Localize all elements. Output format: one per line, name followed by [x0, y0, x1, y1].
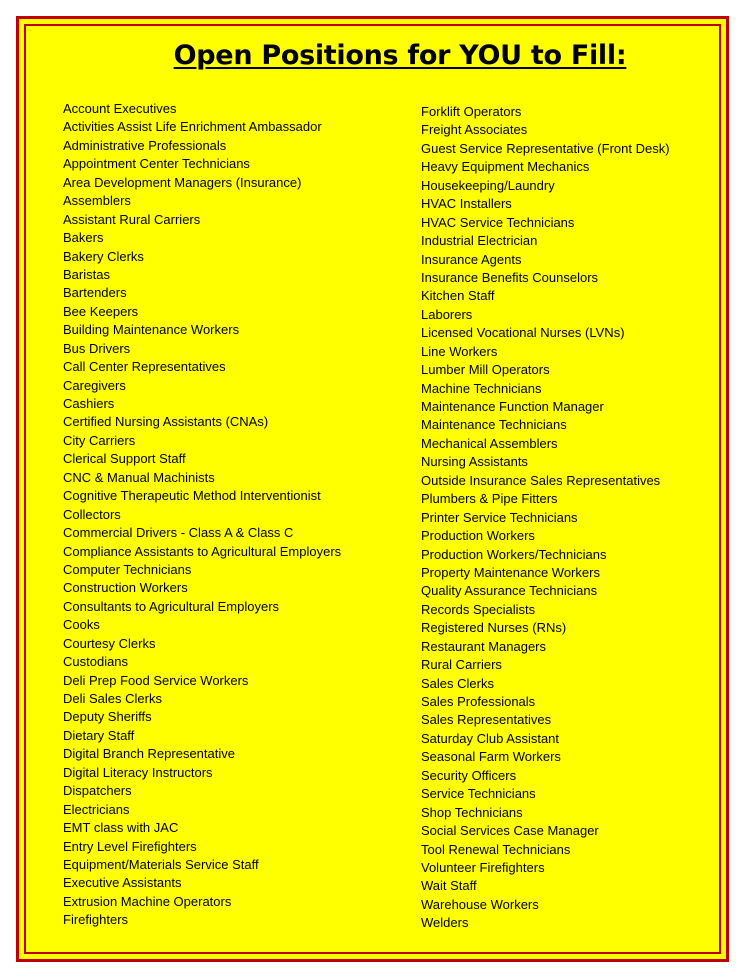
position-list-item: Plumbers & Pipe Fitters: [421, 491, 558, 507]
position-list-item: Property Maintenance Workers: [421, 564, 600, 580]
position-list-item: Baristas: [63, 266, 110, 282]
position-list-item: Nursing Assistants: [421, 454, 528, 470]
position-list-item: Bakers: [63, 230, 104, 246]
position-list-item: Lumber Mill Operators: [421, 362, 550, 378]
position-list-item: Building Maintenance Workers: [63, 322, 240, 338]
position-list-item: Sales Representatives: [421, 712, 552, 728]
position-list-item: Licensed Vocational Nurses (LVNs): [421, 325, 625, 341]
position-list-item: Call Center Representatives: [63, 359, 226, 375]
position-list-item: Caregivers: [63, 377, 126, 393]
position-list-item: Deli Sales Clerks: [63, 691, 162, 706]
position-list-item: Account Executives: [63, 101, 177, 116]
position-list-item: Line Workers: [421, 343, 498, 359]
position-list-item: Compliance Assistants to Agricultural Employers: [63, 543, 342, 559]
position-list-item: Clerical Support Staff: [63, 451, 186, 467]
position-list-item: Deputy Sheriffs: [63, 709, 152, 725]
position-list-item: Service Technicians: [421, 786, 536, 802]
positions-list-right: [421, 103, 670, 933]
position-list-item: Kitchen Staff: [421, 288, 495, 304]
position-list-item: Assistant Rural Carriers: [63, 211, 201, 227]
position-list-item: Computer Technicians: [63, 561, 192, 577]
position-list-item: Volunteer Firefighters: [421, 859, 545, 875]
position-list-item: Digital Literacy Instructors: [63, 764, 213, 780]
position-list-item: Firefighters: [63, 912, 129, 928]
position-list-item: Wait Staff: [421, 878, 477, 894]
position-list-item: Dispatchers: [63, 783, 132, 799]
position-list-item: Industrial Electrician: [421, 233, 538, 249]
position-list-item: Activities Assist Life Enrichment Ambassador: [63, 119, 322, 135]
position-list-item: CNC & Manual Machinists: [63, 469, 215, 485]
position-list-item: City Carriers: [63, 432, 136, 448]
position-list-item: Security Officers: [421, 767, 517, 783]
position-list-item: Welders: [421, 915, 469, 931]
position-list-item: Maintenance Technicians: [421, 417, 567, 433]
position-list-item: EMT class with JAC: [63, 820, 179, 836]
position-list-item: Construction Workers: [63, 580, 188, 596]
position-list-item: Certified Nursing Assistants (CNAs): [63, 414, 269, 430]
position-list-item: Tool Renewal Technicians: [421, 841, 571, 857]
position-list-item: Commercial Drivers - Class A & Class C: [63, 525, 294, 541]
position-list-item: Saturday Club Assistant: [421, 730, 560, 746]
position-list-item: Mechanical Assemblers: [421, 435, 558, 451]
position-list-item: Administrative Professionals: [63, 137, 227, 153]
position-list-item: HVAC Service Technicians: [421, 214, 575, 230]
position-list-item: Equipment/Materials Service Staff: [63, 856, 259, 872]
position-list-item: Insurance Agents: [421, 251, 522, 267]
position-list-item: Digital Branch Representative: [63, 746, 235, 762]
position-list-item: Printer Service Technicians: [421, 509, 578, 525]
position-list-item: Shop Technicians: [421, 804, 523, 820]
position-list-item: Forklift Operators: [421, 104, 522, 119]
position-list-item: Bakery Clerks: [63, 248, 144, 264]
position-list-item: Consultants to Agricultural Employers: [63, 598, 280, 614]
page-title: Open Positions for YOU to Fill:: [173, 40, 627, 71]
position-list-item: Rural Carriers: [421, 657, 502, 673]
position-list-item: Maintenance Function Manager: [421, 399, 604, 414]
position-list-item: Electricians: [63, 801, 130, 817]
position-list-item: Seasonal Farm Workers: [421, 749, 561, 765]
position-list-item: Appointment Center Technicians: [63, 156, 250, 172]
position-list-item: Bee Keepers: [63, 303, 139, 319]
position-list-item: Entry Level Firefighters: [63, 838, 197, 854]
position-list-item: Courtesy Clerks: [63, 635, 156, 651]
position-list-item: Outside Insurance Sales Representatives: [421, 472, 661, 488]
position-list-item: Dietary Staff: [63, 727, 135, 743]
position-list-item: Heavy Equipment Mechanics: [421, 159, 590, 175]
position-list-item: Bartenders: [63, 285, 127, 301]
position-list-item: Bus Drivers: [63, 340, 131, 356]
position-list-item: Area Development Managers (Insurance): [63, 174, 302, 190]
position-list-item: Executive Assistants: [63, 875, 182, 891]
position-list-item: Machine Technicians: [421, 380, 542, 396]
position-list-item: HVAC Installers: [421, 196, 512, 212]
position-list-item: Cashiers: [63, 396, 115, 411]
positions-list-left: [63, 100, 341, 930]
position-list-item: Warehouse Workers: [421, 896, 539, 912]
position-list-item: Registered Nurses (RNs): [421, 620, 567, 636]
position-list-item: Freight Associates: [421, 122, 528, 138]
position-list-item: Social Services Case Manager: [421, 823, 599, 839]
position-list-item: Production Workers/Technicians: [421, 546, 607, 562]
position-list-item: Quality Assurance Technicians: [421, 583, 598, 599]
position-list-item: Deli Prep Food Service Workers: [63, 672, 249, 688]
position-list-item: Sales Professionals: [421, 694, 536, 709]
position-list-item: Records Specialists: [421, 601, 536, 617]
position-list-item: Custodians: [63, 654, 129, 670]
position-list-item: Sales Clerks: [421, 675, 494, 691]
position-list-item: Insurance Benefits Counselors: [421, 269, 599, 285]
position-list-item: Laborers: [421, 306, 473, 322]
position-list-item: Cooks: [63, 617, 100, 633]
position-list-item: Assemblers: [63, 193, 131, 209]
position-list-item: Guest Service Representative (Front Desk): [421, 140, 670, 156]
position-list-item: Extrusion Machine Operators: [63, 893, 232, 909]
position-list-item: Collectors: [63, 506, 121, 522]
position-list-item: Cognitive Therapeutic Method Interventionist: [63, 488, 321, 504]
position-list-item: Restaurant Managers: [421, 638, 547, 654]
position-list-item: Housekeeping/Laundry: [421, 177, 555, 193]
position-list-item: Production Workers: [421, 528, 535, 544]
